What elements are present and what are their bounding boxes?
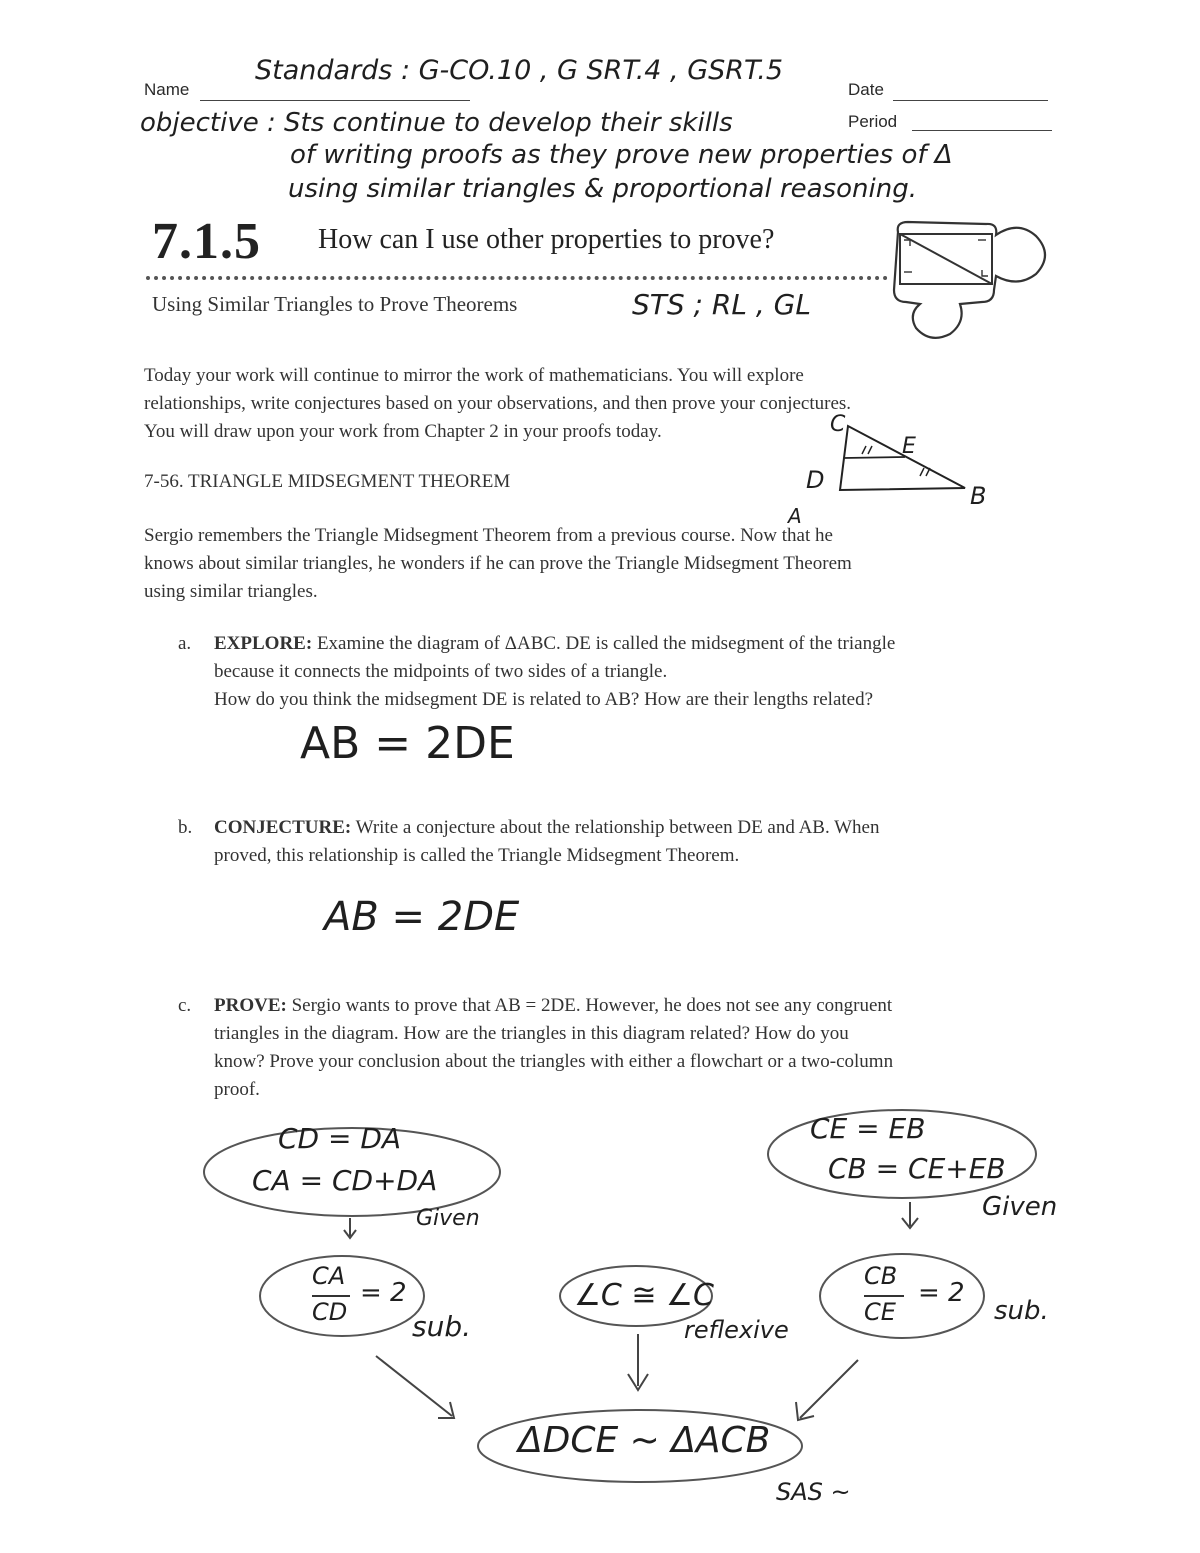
flow-box5-denominator: CE xyxy=(864,1298,896,1326)
intro-line-1: Today your work will continue to mirror the work of mathematicians. You will explore xyxy=(144,365,804,386)
standards-handwriting: Standards : G-CO.10 , G SRT.4 , GSRT.5 xyxy=(255,55,784,86)
flow-box5-numerator: CB xyxy=(864,1262,898,1290)
lesson-number: 7.1.5 xyxy=(152,213,261,270)
part-c-line-3: know? Prove your conclusion about the triangles with either a flowchart or a two-column xyxy=(214,1051,894,1072)
problem-title: 7-56. TRIANGLE MIDSEGMENT THEOREM xyxy=(144,471,511,492)
period-label: Period xyxy=(848,112,898,131)
flow-box2-reason: Given xyxy=(982,1192,1058,1222)
flow-box3-numerator: CA xyxy=(312,1262,346,1290)
flow-box2-line2: CB = CE+EB xyxy=(828,1152,1006,1185)
subtitle-handwriting: STS ; RL , GL xyxy=(632,288,811,321)
part-b-heading: CONJECTURE: xyxy=(214,817,352,838)
flow-box5-equals: = 2 xyxy=(918,1278,965,1308)
flow-conclusion: ΔDCE ~ ΔACB xyxy=(518,1420,771,1461)
objective-handwriting-3: using similar triangles & proportional reasoning. xyxy=(288,174,917,204)
flow-box1-reason: Given xyxy=(416,1206,480,1231)
flow-box4-statement: ∠C ≅ ∠C xyxy=(574,1278,714,1313)
vertex-label-c: C xyxy=(830,412,846,437)
flow-conclusion-reason: SAS ~ xyxy=(776,1478,851,1506)
objective-handwriting-1: objective : Sts continue to develop their skills xyxy=(140,108,733,138)
vertex-label-a: A xyxy=(788,504,802,528)
intro-line-2: relationships, write conjectures based on your observations, and then prove your conjectures. xyxy=(144,393,852,414)
part-c-heading: PROVE: xyxy=(214,995,287,1016)
date-label: Date xyxy=(848,80,884,99)
flow-box3-denominator: CD xyxy=(312,1298,348,1326)
lesson-subtitle: Using Similar Triangles to Prove Theorems xyxy=(152,292,518,316)
part-a-line-2: because it connects the midpoints of two sides of a triangle. xyxy=(214,661,668,682)
flow-box1-line2: CA = CD+DA xyxy=(252,1164,438,1197)
part-b-answer: AB = 2DE xyxy=(324,894,520,940)
flow-box3-reason: sub. xyxy=(412,1310,472,1343)
problem-text-2: knows about similar triangles, he wonders if he can prove the Triangle Midsegment Theorem xyxy=(144,553,852,574)
part-c-letter: c. xyxy=(178,995,192,1016)
part-b-line-2: proved, this relationship is called the Triangle Midsegment Theorem. xyxy=(214,845,740,866)
lesson-question: How can I use other properties to prove? xyxy=(318,224,775,255)
part-a-line-3: How do you think the midsegment DE is related to AB? How are their lengths related? xyxy=(214,689,874,710)
objective-handwriting-2: of writing proofs as they prove new properties of Δ xyxy=(290,140,953,170)
flow-box1-line1: CD = DA xyxy=(278,1122,402,1155)
vertex-label-e: E xyxy=(902,434,916,459)
part-c-line-2: triangles in the diagram. How are the triangles in this diagram related? How do you xyxy=(214,1023,849,1044)
vertex-label-b: B xyxy=(970,482,987,510)
flow-box3-equals: = 2 xyxy=(360,1278,407,1308)
part-a-heading: EXPLORE: xyxy=(214,633,313,654)
intro-line-3: You will draw upon your work from Chapter 2 in your proofs today. xyxy=(144,421,662,442)
part-a-line-1-text: Examine the diagram of ΔABC. DE is called the midsegment of the triangle xyxy=(312,633,896,654)
flow-box2-line1: CE = EB xyxy=(810,1112,926,1145)
part-a-answer: AB = 2DE xyxy=(300,718,515,769)
problem-text-1: Sergio remembers the Triangle Midsegment Theorem from a previous course. Now that he xyxy=(144,525,833,546)
part-b-line-1-text: Write a conjecture about the relationship between DE and AB. When xyxy=(351,817,880,838)
flow-box5-reason: sub. xyxy=(994,1296,1049,1326)
vertex-label-d: D xyxy=(806,466,825,494)
part-b-letter: b. xyxy=(178,817,193,838)
problem-text-3: using similar triangles. xyxy=(144,581,318,602)
name-label: Name xyxy=(144,80,190,99)
part-c-line-1-text: Sergio wants to prove that AB = 2DE. However, he does not see any congruent xyxy=(286,995,893,1016)
part-c-line-4: proof. xyxy=(214,1079,260,1100)
part-a-letter: a. xyxy=(178,633,192,654)
flow-box4-reason: reflexive xyxy=(684,1316,789,1344)
